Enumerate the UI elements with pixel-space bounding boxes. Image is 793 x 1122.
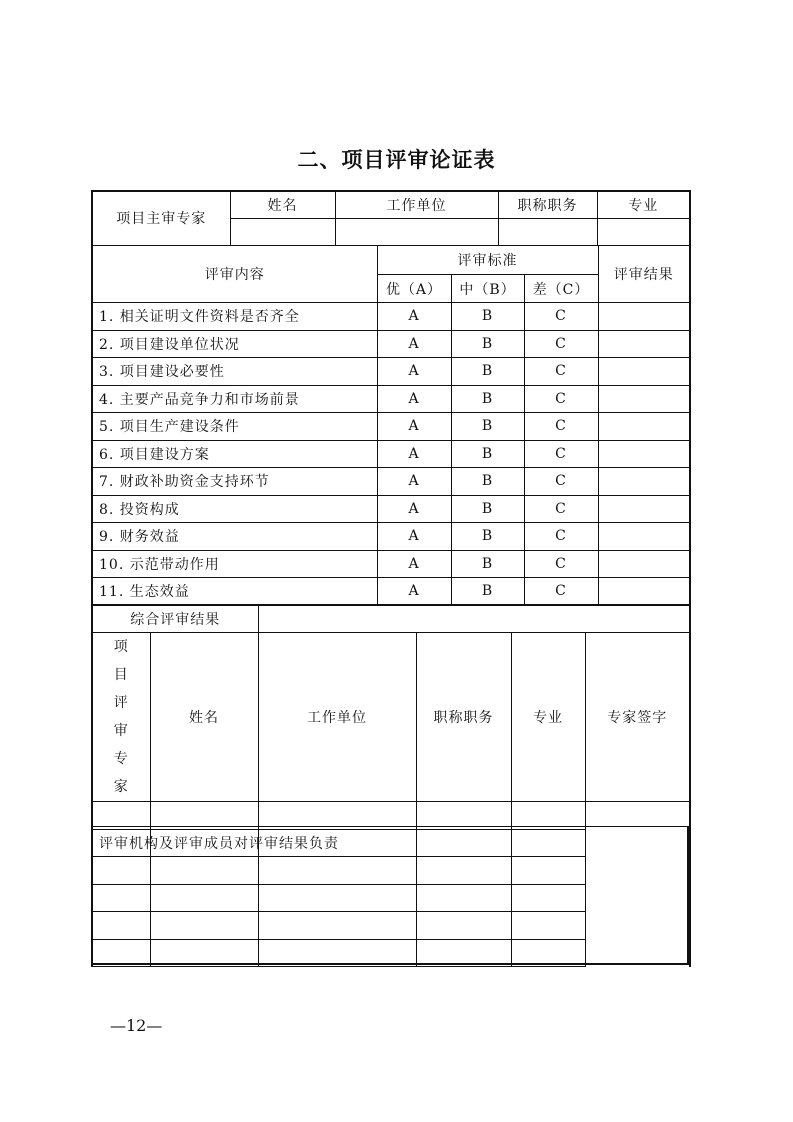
grade-c-option[interactable]: C	[524, 385, 598, 413]
grade-c-option[interactable]: C	[524, 495, 598, 523]
grade-b-option[interactable]: B	[451, 523, 524, 551]
grade-a-option[interactable]: A	[377, 468, 451, 496]
lead-expert-table	[91, 190, 691, 246]
grade-a-option[interactable]: A	[377, 385, 451, 413]
grade-b-option[interactable]: B	[451, 468, 524, 496]
grade-c-option[interactable]: C	[524, 523, 598, 551]
criteria-row	[92, 358, 690, 386]
criteria-result-cell[interactable]	[598, 413, 690, 441]
criteria-row	[92, 495, 690, 523]
criteria-item-label: 9. 财务效益	[92, 523, 377, 551]
lead-expert-label: 项目主审专家	[92, 191, 230, 245]
grade-c-option[interactable]: C	[524, 330, 598, 358]
grade-c-option[interactable]: C	[524, 303, 598, 331]
grade-c-option[interactable]: C	[524, 578, 598, 606]
review-col-major: 专业	[511, 633, 585, 802]
review-unit-cell[interactable]	[150, 802, 258, 830]
grade-a-option[interactable]: A	[377, 495, 451, 523]
criteria-item-label: 7. 财政补助资金支持环节	[92, 468, 377, 496]
criteria-item-label: 4. 主要产品竞争力和市场前景	[92, 385, 377, 413]
grade-b-option[interactable]: B	[451, 440, 524, 468]
review-expert-side-label: 项 目 评 审 专 家	[92, 633, 150, 802]
grade-c-option[interactable]: C	[524, 358, 598, 386]
summary-label: 综合评审结果	[92, 605, 258, 633]
criteria-item-label: 3. 项目建设必要性	[92, 358, 377, 386]
grade-good-header: 优（A）	[377, 275, 451, 303]
criteria-row	[92, 303, 690, 331]
review-col-name: 姓名	[150, 633, 258, 802]
criteria-row	[92, 523, 690, 551]
criteria-item-label: 8. 投资构成	[92, 495, 377, 523]
criteria-item-label: 11. 生态效益	[92, 578, 377, 606]
lead-expert-unit-cell[interactable]	[335, 218, 498, 245]
review-major-cell[interactable]	[416, 802, 511, 830]
criteria-result-cell[interactable]	[598, 330, 690, 358]
grade-a-option[interactable]: A	[377, 550, 451, 578]
grade-a-option[interactable]: A	[377, 413, 451, 441]
grade-b-option[interactable]: B	[451, 330, 524, 358]
lead-expert-name-cell[interactable]	[230, 218, 335, 245]
col-header-name: 姓名	[230, 191, 335, 218]
criteria-content-header: 评审内容	[92, 246, 377, 303]
criteria-row	[92, 468, 690, 496]
review-col-unit: 工作单位	[258, 633, 416, 802]
criteria-row	[92, 330, 690, 358]
grade-b-option[interactable]: B	[451, 413, 524, 441]
criteria-row	[92, 578, 690, 606]
criteria-item-label: 5. 项目生产建设条件	[92, 413, 377, 441]
criteria-result-cell[interactable]	[598, 578, 690, 606]
grade-c-option[interactable]: C	[524, 468, 598, 496]
review-col-title: 职称职务	[416, 633, 511, 802]
criteria-row	[92, 385, 690, 413]
grade-a-option[interactable]: A	[377, 440, 451, 468]
grade-c-option[interactable]: C	[524, 413, 598, 441]
review-expert-row	[92, 802, 690, 830]
grade-b-option[interactable]: B	[451, 550, 524, 578]
criteria-result-cell[interactable]	[598, 523, 690, 551]
grade-poor-header: 差（C）	[524, 275, 598, 303]
criteria-result-cell[interactable]	[598, 358, 690, 386]
grade-c-option[interactable]: C	[524, 440, 598, 468]
criteria-result-cell[interactable]	[598, 495, 690, 523]
criteria-table	[91, 245, 691, 606]
grade-a-option[interactable]: A	[377, 523, 451, 551]
grade-a-option[interactable]: A	[377, 303, 451, 331]
criteria-result-header: 评审结果	[598, 246, 690, 303]
responsibility-table	[91, 826, 689, 965]
lead-expert-title-cell[interactable]	[498, 218, 597, 245]
grade-a-option[interactable]: A	[377, 358, 451, 386]
grade-b-option[interactable]: B	[451, 385, 524, 413]
criteria-row	[92, 440, 690, 468]
criteria-row	[92, 550, 690, 578]
grade-mid-header: 中（B）	[451, 275, 524, 303]
review-name-cell[interactable]	[92, 802, 150, 830]
grade-b-option[interactable]: B	[451, 578, 524, 606]
criteria-item-label: 6. 项目建设方案	[92, 440, 377, 468]
lead-expert-major-cell[interactable]	[597, 218, 690, 245]
criteria-result-cell[interactable]	[598, 468, 690, 496]
grade-c-option[interactable]: C	[524, 550, 598, 578]
review-title-cell[interactable]	[258, 802, 416, 830]
page-title: 二、项目评审论证表	[297, 148, 496, 172]
review-col-signature: 专家签字	[585, 633, 690, 802]
responsibility-note: 评审机构及评审成员对评审结果负责	[92, 827, 688, 964]
summary-result-cell[interactable]	[258, 605, 690, 633]
criteria-item-label: 1. 相关证明文件资料是否齐全	[92, 303, 377, 331]
criteria-item-label: 2. 项目建设单位状况	[92, 330, 377, 358]
criteria-result-cell[interactable]	[598, 550, 690, 578]
grade-a-option[interactable]: A	[377, 578, 451, 606]
page-number: —12—	[110, 1016, 163, 1035]
criteria-result-cell[interactable]	[598, 385, 690, 413]
grade-b-option[interactable]: B	[451, 495, 524, 523]
review-signature-cell[interactable]	[511, 802, 585, 830]
grade-b-option[interactable]: B	[451, 303, 524, 331]
grade-a-option[interactable]: A	[377, 330, 451, 358]
criteria-item-label: 10. 示范带动作用	[92, 550, 377, 578]
col-header-major: 专业	[597, 191, 690, 218]
criteria-result-cell[interactable]	[598, 440, 690, 468]
criteria-standard-header: 评审标准	[377, 246, 598, 275]
col-header-title: 职称职务	[498, 191, 597, 218]
grade-b-option[interactable]: B	[451, 358, 524, 386]
criteria-row	[92, 413, 690, 441]
col-header-unit: 工作单位	[335, 191, 498, 218]
criteria-result-cell[interactable]	[598, 303, 690, 331]
